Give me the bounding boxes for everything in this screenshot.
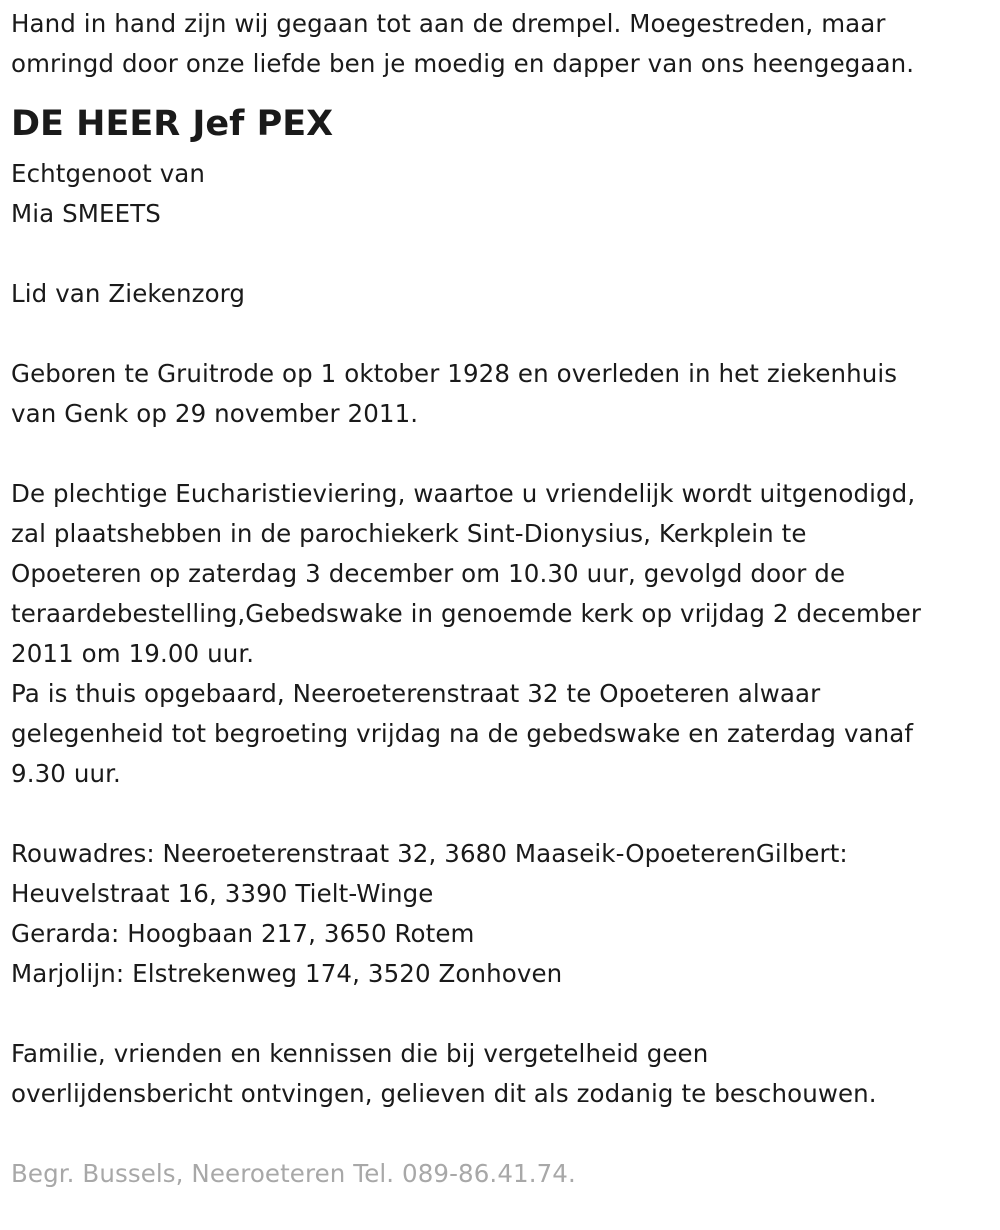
address-line: Marjolijn: Elstrekenweg 174, 3520 Zonhoven	[11, 959, 563, 988]
spacer	[11, 314, 996, 354]
ceremony-line: zal plaatshebben in de parochiekerk Sint-Dionysius, Kerkplein te	[11, 519, 807, 548]
funeral-director-footer: Begr. Bussels, Neeroeteren Tel. 089-86.41.74.	[11, 1159, 576, 1188]
spacer	[11, 434, 996, 474]
membership: Lid van Ziekenzorg	[11, 279, 246, 308]
spouse-info	[11, 154, 996, 234]
spacer	[11, 794, 996, 834]
ceremony-line: 9.30 uur.	[11, 759, 121, 788]
spacer	[11, 234, 996, 274]
ceremony-line: teraardebestelling,Gebedswake in genoemde kerk op vrijdag 2 december	[11, 599, 922, 628]
ceremony-line: De plechtige Eucharistieviering, waartoe u vriendelijk wordt uitgenodigd,	[11, 479, 916, 508]
spouse-name: Mia SMEETS	[11, 199, 161, 228]
intro-line: omringd door onze liefde ben je moedig en dapper van ons heengegaan.	[11, 49, 915, 78]
notice-line: overlijdensbericht ontvingen, gelieven dit als zodanig te beschouwen.	[11, 1079, 877, 1108]
ceremony-info	[11, 474, 996, 794]
spouse-label: Echtgenoot van	[11, 159, 206, 188]
birth-death-info	[11, 354, 996, 434]
address-line: Heuvelstraat 16, 3390 Tielt-Winge	[11, 879, 434, 908]
ceremony-line: 2011 om 19.00 uur.	[11, 639, 255, 668]
ceremony-line: Opoeteren op zaterdag 3 december om 10.30 uur, gevolgd door de	[11, 559, 846, 588]
addresses	[11, 834, 996, 994]
birth-death-line: Geboren te Gruitrode op 1 oktober 1928 en overleden in het ziekenhuis	[11, 359, 898, 388]
spacer	[11, 994, 996, 1034]
spacer	[11, 1114, 996, 1154]
family-notice	[11, 1034, 996, 1114]
address-line: Gerarda: Hoogbaan 217, 3650 Rotem	[11, 919, 475, 948]
ceremony-line: Pa is thuis opgebaard, Neeroeterenstraat 32 te Opoeteren alwaar	[11, 679, 821, 708]
deceased-name: DE HEER Jef PEX	[11, 104, 334, 144]
address-line: Rouwadres: Neeroeterenstraat 32, 3680 Maaseik-OpoeterenGilbert:	[11, 839, 848, 868]
birth-death-line: van Genk op 29 november 2011.	[11, 399, 419, 428]
ceremony-line: gelegenheid tot begroeting vrijdag na de gebedswake en zaterdag vanaf	[11, 719, 914, 748]
notice-line: Familie, vrienden en kennissen die bij vergetelheid geen	[11, 1039, 709, 1068]
obituary-notice	[11, 4, 996, 1194]
intro-verse	[11, 4, 996, 84]
intro-line: Hand in hand zijn wij gegaan tot aan de drempel. Moegestreden, maar	[11, 9, 886, 38]
